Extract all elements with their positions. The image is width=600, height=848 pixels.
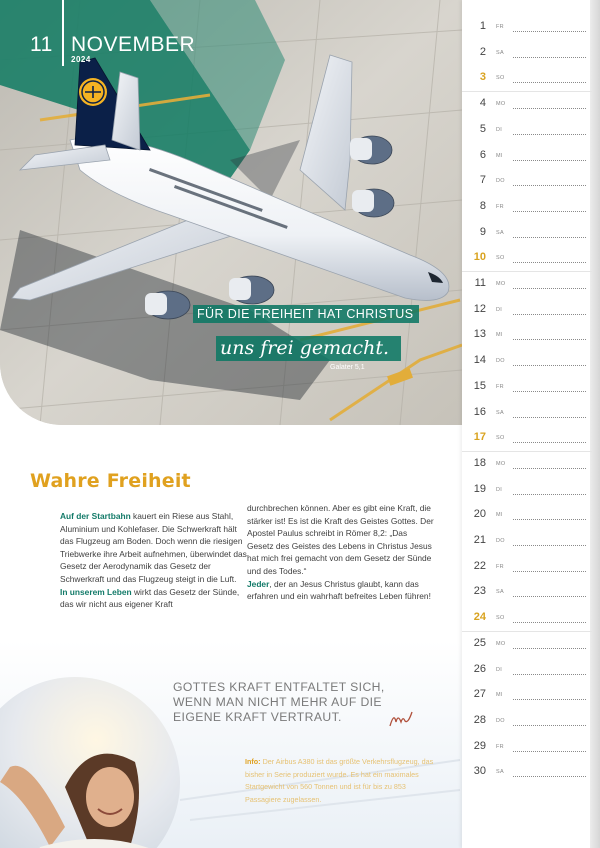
day-number: 6 <box>479 148 486 161</box>
day-name: DI <box>496 486 503 493</box>
day-note-line[interactable] <box>513 494 586 495</box>
paragraph-text: kauert ein Riese aus Stahl, Aluminium und Kohlefaser. Die Schwerkraft hält das Flugzeug am Boden. Doch wenn die riesigen Triebwerke ihre Arbeit aufnehmen, überwindet das Gesetz der Aerodynamik das Gesetz der Schwerkraft und das Flugzeug steigt in die Luft. <box>60 511 247 584</box>
day-number: 20 <box>473 508 486 521</box>
day-note-line[interactable] <box>513 674 586 675</box>
day-note-line[interactable] <box>513 237 586 238</box>
paragraph-jeder <box>247 578 435 603</box>
airplane-illustration <box>0 0 462 425</box>
calendar-day-row <box>462 457 592 482</box>
day-name: DO <box>496 358 505 365</box>
day-name: SA <box>496 769 504 776</box>
day-name: DI <box>496 666 503 673</box>
day-number: 29 <box>473 739 486 752</box>
day-name: SO <box>496 435 505 442</box>
day-name: MO <box>496 460 506 467</box>
day-note-line[interactable] <box>513 596 586 597</box>
paragraph-kraft: durchbrechen können. Aber es gibt eine Kraft, die stärker ist! Es ist die Kraft des Geistes Gottes. Der Apostel Paulus schreibt in Römer 8,2: „Das Gesetz des Geistes des Lebens in Christus Jesus hat mich frei gemacht von dem Gesetz der Sünde und des Todes.“ <box>247 503 434 576</box>
day-name: SO <box>496 615 505 622</box>
calendar-day-row <box>462 123 592 148</box>
day-name: MO <box>496 101 506 108</box>
calendar-day-row <box>462 714 592 739</box>
day-name: MI <box>496 512 503 519</box>
day-note-line[interactable] <box>513 31 586 32</box>
calendar-day-row <box>462 406 592 431</box>
calendar-day-row <box>462 663 592 688</box>
info-text: Der Airbus A380 ist das größte Verkehrsflugzeug, das bisher in Serie produziert wurde. Es hat ein maximales Startgewicht von 560 Tonnen und ist für bis zu 853 Passagiere zugelassen. <box>245 757 434 804</box>
info-lead: Info: <box>245 757 261 766</box>
calendar-column <box>462 0 600 848</box>
day-number: 23 <box>473 585 486 598</box>
day-note-line[interactable] <box>513 571 586 572</box>
hero-photo <box>0 0 462 425</box>
day-name: DO <box>496 717 505 724</box>
day-name: SO <box>496 75 505 82</box>
day-number: 19 <box>473 482 486 495</box>
week-separator <box>462 271 592 272</box>
bible-quote-line2: uns frei gemacht. <box>216 336 401 361</box>
calendar-day-row <box>462 354 592 379</box>
day-number: 22 <box>473 559 486 572</box>
day-note-line[interactable] <box>513 211 586 212</box>
day-note-line[interactable] <box>513 442 586 443</box>
day-name: FR <box>496 24 504 30</box>
month-divider <box>62 0 64 66</box>
day-name: SA <box>496 49 504 56</box>
calendar-day-row <box>462 534 592 559</box>
day-name: MO <box>496 281 506 287</box>
day-note-line[interactable] <box>513 776 586 777</box>
day-name: MO <box>496 640 506 647</box>
day-number: 18 <box>473 456 486 469</box>
article-title: Wahre Freiheit <box>30 470 191 492</box>
day-note-line[interactable] <box>513 185 586 186</box>
calendar-day-row <box>462 508 592 533</box>
paragraph-lead: Auf der Startbahn <box>60 511 131 521</box>
day-name: DO <box>496 538 505 544</box>
day-number: 5 <box>479 122 486 135</box>
calendar-day-row <box>462 149 592 174</box>
article-column-1 <box>60 510 248 611</box>
paragraph-lead: In unserem Leben <box>60 586 132 597</box>
article-column-2 <box>247 502 435 603</box>
day-name: FR <box>496 743 504 750</box>
day-name: DO <box>496 178 505 185</box>
calendar-day-row <box>462 251 592 276</box>
day-number: 24 <box>473 611 486 624</box>
day-number: 8 <box>479 199 486 212</box>
day-note-line[interactable] <box>513 519 586 520</box>
day-note-line[interactable] <box>513 545 586 546</box>
day-number: 30 <box>473 765 486 778</box>
day-name: MI <box>496 692 503 699</box>
calendar-day-row <box>462 688 592 713</box>
day-number: 12 <box>473 302 486 315</box>
calendar-day-row <box>462 200 592 225</box>
day-name: MI <box>496 152 503 159</box>
day-note-line[interactable] <box>513 108 586 109</box>
calendar-day-row <box>462 611 592 636</box>
paragraph-leben <box>60 586 248 611</box>
day-number: 26 <box>473 662 486 675</box>
day-number: 9 <box>479 225 486 238</box>
calendar-day-row <box>462 328 592 353</box>
day-number: 14 <box>473 354 486 367</box>
day-note-line[interactable] <box>513 648 586 649</box>
day-number: 4 <box>479 97 486 110</box>
paragraph-text: , der an Jesus Christus glaubt, kann das erfahren und ein wahrhaft befreites Leben führen! <box>247 578 431 602</box>
calendar-day-row <box>462 97 592 122</box>
calendar-day-row <box>462 303 592 328</box>
calendar-day-row <box>462 560 592 585</box>
day-note-line[interactable] <box>513 134 586 135</box>
day-name: SA <box>496 589 504 596</box>
day-number: 13 <box>473 328 486 341</box>
day-number: 25 <box>473 636 486 649</box>
day-note-line[interactable] <box>513 699 586 700</box>
day-number: 21 <box>473 534 486 546</box>
calendar-day-row <box>462 174 592 199</box>
callout-quote: GOTTES KRAFT ENTFALTET SICH, WENN MAN NICHT MEHR AUF DIE EIGENE KRAFT VERTRAUT. <box>173 680 385 724</box>
day-number: 1 <box>479 20 486 32</box>
calendar-day-row <box>462 20 592 45</box>
day-number: 3 <box>479 71 486 84</box>
bible-quote-line1: FÜR DIE FREIHEIT HAT CHRISTUS <box>193 305 419 323</box>
day-number: 27 <box>473 688 486 701</box>
day-number: 7 <box>479 174 486 187</box>
info-box <box>245 756 435 806</box>
day-name: SO <box>496 255 505 262</box>
paragraph-lead: Jeder <box>247 578 270 589</box>
calendar-day-row <box>462 46 592 71</box>
year: 2024 <box>71 55 91 64</box>
paragraph-startbahn <box>60 510 248 586</box>
signature-flourish <box>388 708 414 730</box>
day-name: MI <box>496 332 503 339</box>
day-note-line[interactable] <box>513 262 586 263</box>
calendar-day-row <box>462 71 592 96</box>
month-name: NOVEMBER <box>71 33 196 56</box>
day-note-line[interactable] <box>513 339 586 340</box>
calendar-day-row <box>462 637 592 662</box>
day-name: FR <box>496 383 504 390</box>
day-note-line[interactable] <box>513 57 586 58</box>
day-number: 16 <box>473 405 486 418</box>
day-note-line[interactable] <box>513 365 586 366</box>
paragraph-text: wirkt das Gesetz der Sünde, das wir nicht aus eigener Kraft <box>60 586 240 610</box>
bible-quote-reference: Galater 5,1 <box>330 364 365 371</box>
calendar-day-row <box>462 483 592 508</box>
week-separator <box>462 451 592 452</box>
day-name: FR <box>496 563 504 570</box>
day-note-line[interactable] <box>513 417 586 418</box>
day-note-line[interactable] <box>513 751 586 752</box>
day-note-line[interactable] <box>513 288 586 289</box>
day-number: 28 <box>473 713 486 726</box>
day-name: SA <box>496 409 504 416</box>
week-separator <box>462 91 592 92</box>
calendar-day-row <box>462 740 592 765</box>
calendar-day-row <box>462 380 592 405</box>
day-name: SA <box>496 229 504 236</box>
day-name: FR <box>496 203 504 210</box>
calendar-day-row <box>462 277 592 302</box>
day-note-line[interactable] <box>513 82 586 83</box>
week-separator <box>462 631 592 632</box>
day-number: 15 <box>473 379 486 392</box>
day-note-line[interactable] <box>513 725 586 726</box>
day-number: 11 <box>474 277 486 289</box>
day-note-line[interactable] <box>513 468 586 469</box>
calendar-day-row <box>462 765 592 790</box>
day-note-line[interactable] <box>513 622 586 623</box>
day-number: 2 <box>479 45 486 58</box>
day-number: 17 <box>473 431 486 444</box>
calendar-day-row <box>462 431 592 456</box>
day-note-line[interactable] <box>513 160 586 161</box>
day-name: DI <box>496 306 503 313</box>
day-note-line[interactable] <box>513 391 586 392</box>
month-number: 11 <box>30 33 53 56</box>
day-number: 10 <box>473 251 486 264</box>
day-name: DI <box>496 126 503 133</box>
calendar-day-row <box>462 585 592 610</box>
calendar-day-row <box>462 226 592 251</box>
day-note-line[interactable] <box>513 314 586 315</box>
